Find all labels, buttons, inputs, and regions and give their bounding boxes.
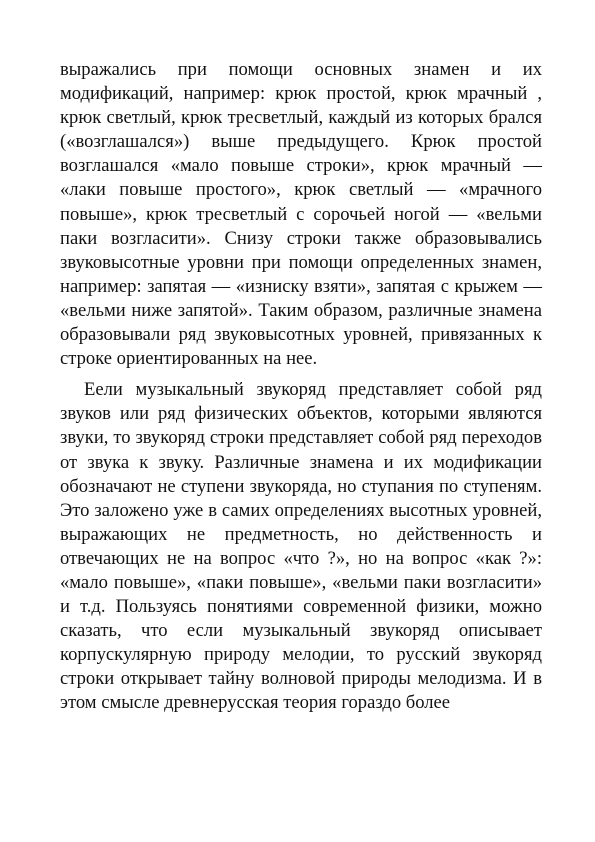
paragraph-1: выражались при помощи основных знамен и их модификаций, например: крюк простой, крюк мрачный , крюк светлый, крюк тресветлый, каждый из которых брался («возглашался») выше предыдущего. Крюк простой возглашался «мало повыше строки», крюк мрачный — «лаки повыше простого», крюк светлый — «мрачного повыше», крюк тресветлый с сорочьей ногой — «вельми паки возгласити». Снизу строки также образовывались звуковысотные уровни при помощи определенных знамен, например: запятая — «изниску взяти», запятая с крыжем — «вельми ниже запятой». Таким образом, различные знамена образовывали ряд звуковысотных уровней, привязанных к строке ориентированных на нее.: [60, 59, 542, 370]
document-page: [60, 58, 542, 716]
paragraph-2: Еели музыкальный звукоряд представляет собой ряд звуков или ряд физических объектов, которыми являются звуки, то звукоряд строки представляет собой ряд переходов от звука к звуку. Различные знамена и их модификации обозначают не ступени звукоряда, но ступания по ступеням. Это заложено уже в самих определениях высотных уровней, выражающих не предметность, но действенность и отвечающих не на вопрос «что ?», но на вопрос «как ?»: «мало повыше», «паки повыше», «вельми паки возгласити» и т.д. Пользуясь понятиями современной физики, можно сказать, что если музыкальный звукоряд описывает корпускулярную природу мелодии, то русский звукоряд строки открывает тайну волновой природы мелодизма. И в этом смысле древнерусская теория гораздо более: [60, 379, 542, 714]
